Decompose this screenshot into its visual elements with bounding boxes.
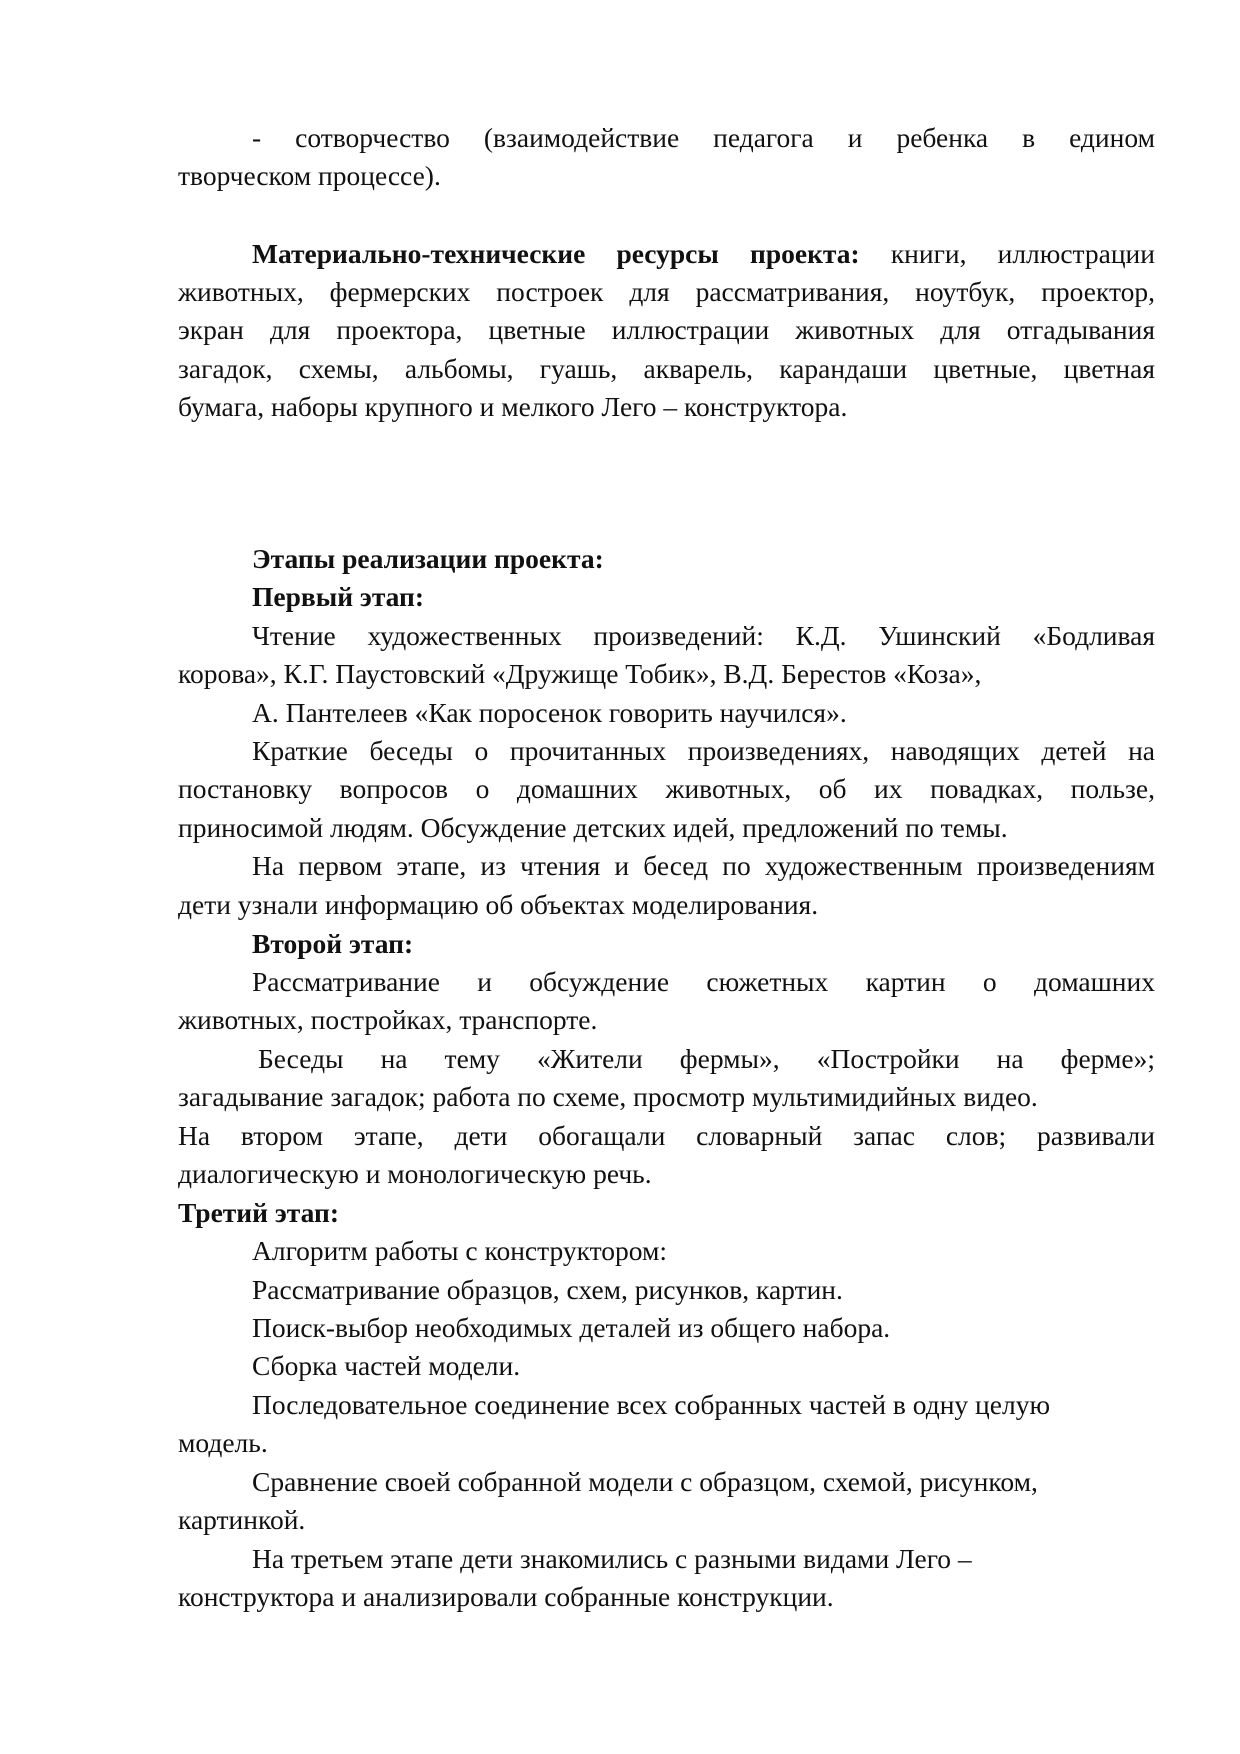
third-stage-line: модель.: [178, 1427, 268, 1458]
second-stage-line: загадывание загадок; работа по схеме, просмотр мультимидийных видео.: [178, 1081, 1038, 1112]
second-stage-line: Рассматривание и обсуждение сюжетных картин о домашних: [252, 966, 1155, 997]
first-stage-line: дети узнали информацию об объектах моделирования.: [178, 889, 819, 920]
first-stage-line: корова», К.Г. Паустовский «Дружище Тобик», В.Д. Берестов «Коза»,: [178, 658, 982, 689]
stages-title: Этапы реализации проекта:: [252, 543, 604, 574]
third-stage-line: Рассматривание образцов, схем, рисунков, картин.: [252, 1274, 843, 1305]
third-stage-line: Сравнение своей собранной модели с образцом, схемой, рисунком,: [252, 1466, 1038, 1497]
first-stage-line: А. Пантелеев «Как поросенок говорить научился».: [252, 697, 847, 728]
resources-line-3: экран для проектора, цветные иллюстрации животных для отгадывания: [178, 314, 1155, 345]
third-stage-line: Поиск-выбор необходимых деталей из общего набора.: [252, 1312, 891, 1343]
third-stage-line: На третьем этапе дети знакомились с разными видами Лего –: [252, 1543, 972, 1574]
second-stage-line: Беседы на тему «Жители фермы», «Постройки на ферме»;: [258, 1043, 1155, 1074]
third-stage-line: Сборка частей модели.: [252, 1350, 521, 1381]
second-stage-line: животных, постройках, транспорте.: [178, 1004, 598, 1035]
third-stage-line: Последовательное соединение всех собранных частей в одну целую: [252, 1389, 1050, 1420]
resources-heading: Материально-технические ресурсы проекта:: [252, 238, 860, 269]
first-stage-line: постановку вопросов о домашних животных, об их повадках, пользе,: [178, 773, 1155, 804]
first-stage-heading: Первый этап:: [252, 581, 425, 612]
second-stage-line: диалогическую и монологическую речь.: [178, 1158, 652, 1189]
third-stage-line: Алгоритм работы с конструктором:: [252, 1235, 668, 1266]
third-stage-line: картинкой.: [178, 1504, 306, 1535]
first-stage-line: приносимой людям. Обсуждение детских идей, предложений по темы.: [178, 812, 1008, 843]
cocreation-line-1: - сотворчество (взаимодействие педагога и ребенка в едином: [252, 122, 1155, 153]
first-stage-line: Краткие беседы о прочитанных произведениях, наводящих детей на: [252, 735, 1155, 766]
third-stage-line: конструктора и анализировали собранные конструкции.: [178, 1581, 834, 1612]
second-stage-line: На втором этапе, дети обогащали словарный запас слов; развивали: [178, 1120, 1155, 1151]
first-stage-line: Чтение художественных произведений: К.Д. Ушинский «Бодливая: [252, 620, 1155, 651]
resources-line-1: [252, 235, 1155, 273]
resources-line-1-rest: книги, иллюстрации: [859, 238, 1155, 269]
third-stage-heading: Третий этап:: [178, 1197, 339, 1228]
resources-line-4: загадок, схемы, альбомы, гуашь, акварель, карандаши цветные, цветная: [178, 353, 1155, 384]
resources-line-2: животных, фермерских построек для рассматривания, ноутбук, проектор,: [178, 276, 1155, 307]
resources-line-5: бумага, наборы крупного и мелкого Лего – конструктора.: [178, 391, 848, 422]
cocreation-line-2: творческом процессе).: [178, 160, 441, 191]
first-stage-line: На первом этапе, из чтения и бесед по художественным произведениям: [252, 850, 1155, 881]
second-stage-heading: Второй этап:: [252, 928, 414, 959]
